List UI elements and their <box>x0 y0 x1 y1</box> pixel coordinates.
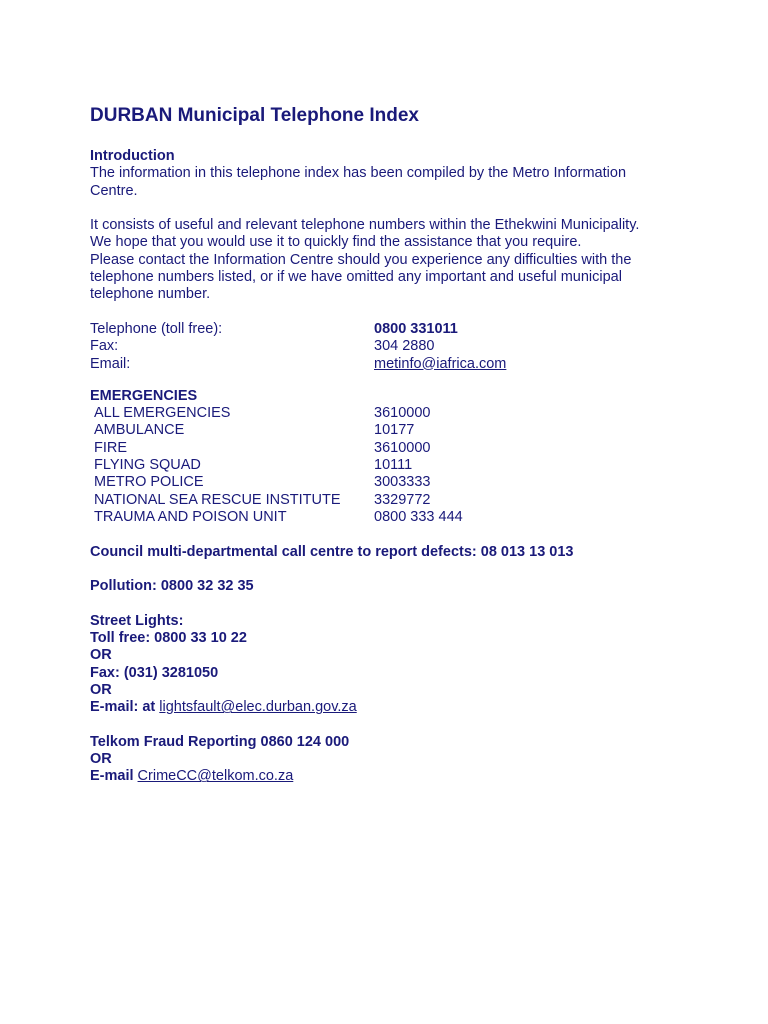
page-title: DURBAN Municipal Telephone Index <box>90 105 420 126</box>
emergencies-heading: EMERGENCIES <box>90 387 198 404</box>
street-lights-heading: Street Lights: <box>90 612 184 629</box>
street-lights-fax: Fax: (031) 3281050 <box>90 664 219 681</box>
intro-p2-line1: It consists of useful and relevant telephone numbers within the Ethekwini Municipality. <box>90 217 640 234</box>
intro-p2-line4: telephone numbers listed, or if we have omitted any important and useful municipal <box>90 269 622 286</box>
emergency-number: 3610000 <box>374 405 431 422</box>
street-lights-or-2: OR <box>90 681 112 698</box>
intro-p1-line2: Centre. <box>90 182 138 199</box>
emergency-number: 3003333 <box>374 474 431 491</box>
emergency-number: 3329772 <box>374 491 431 508</box>
intro-paragraph-2 <box>90 217 730 303</box>
emergency-row <box>90 422 730 439</box>
street-lights-email-row <box>90 699 730 716</box>
emergency-number: 3610000 <box>374 439 431 456</box>
intro-p1-line1: The information in this telephone index has been compiled by the Metro Information <box>90 165 627 182</box>
intro-heading: Introduction <box>90 148 175 164</box>
fax-value: 304 2880 <box>374 338 435 355</box>
emergency-name: METRO POLICE <box>94 474 204 491</box>
metinfo-email-link[interactable]: metinfo@iafrica.com <box>374 355 507 372</box>
telephone-label: Telephone (toll free): <box>90 320 223 337</box>
pollution-line: Pollution: 0800 32 32 35 <box>90 578 254 595</box>
telkom-or: OR <box>90 751 112 768</box>
street-lights-or-1: OR <box>90 647 112 664</box>
emergency-row <box>90 405 730 422</box>
intro-p2-line2: We hope that you would use it to quickly find the assistance that you require. <box>90 234 582 251</box>
telkom-email-prefix: E-mail <box>90 768 134 785</box>
telkom-email-row <box>90 768 730 785</box>
document-page <box>90 104 730 786</box>
lightsfault-email-link[interactable]: lightsfault@elec.durban.gov.za <box>159 699 357 716</box>
contact-fax-row <box>90 338 730 355</box>
emergency-name: ALL EMERGENCIES <box>94 405 231 422</box>
contact-telephone-row <box>90 321 730 338</box>
telephone-value: 0800 331011 <box>374 320 458 337</box>
emergency-name: FLYING SQUAD <box>94 457 201 474</box>
emergency-row <box>90 474 730 491</box>
telkom-fraud-line: Telkom Fraud Reporting 0860 124 000 <box>90 733 350 750</box>
emergency-name: TRAUMA AND POISON UNIT <box>94 508 287 525</box>
emergency-number: 10111 <box>374 457 413 474</box>
emergency-number: 10177 <box>374 422 415 439</box>
intro-p2-line3: Please contact the Information Centre should you experience any difficulties with the <box>90 251 632 268</box>
contact-email-row <box>90 356 730 373</box>
crimecc-email-link[interactable]: CrimeCC@telkom.co.za <box>137 768 294 785</box>
emergency-name: FIRE <box>94 439 128 456</box>
email-label: Email: <box>90 355 131 372</box>
council-call-centre: Council multi-departmental call centre to report defects: 08 013 13 013 <box>90 543 574 560</box>
emergencies-list <box>90 405 730 526</box>
intro-paragraph-1 <box>90 165 730 200</box>
street-lights-email-prefix: E-mail: at <box>90 699 156 716</box>
fax-label: Fax: <box>90 338 119 355</box>
emergency-number: 0800 333 444 <box>374 508 463 525</box>
emergency-row <box>90 492 730 509</box>
emergency-name: NATIONAL SEA RESCUE INSTITUTE <box>94 491 341 508</box>
emergency-row <box>90 509 730 526</box>
street-lights-toll-free: Toll free: 0800 33 10 22 <box>90 630 247 647</box>
emergency-name: AMBULANCE <box>94 422 185 439</box>
emergency-row <box>90 457 730 474</box>
intro-p2-line5: telephone number. <box>90 286 211 303</box>
emergency-row <box>90 440 730 457</box>
